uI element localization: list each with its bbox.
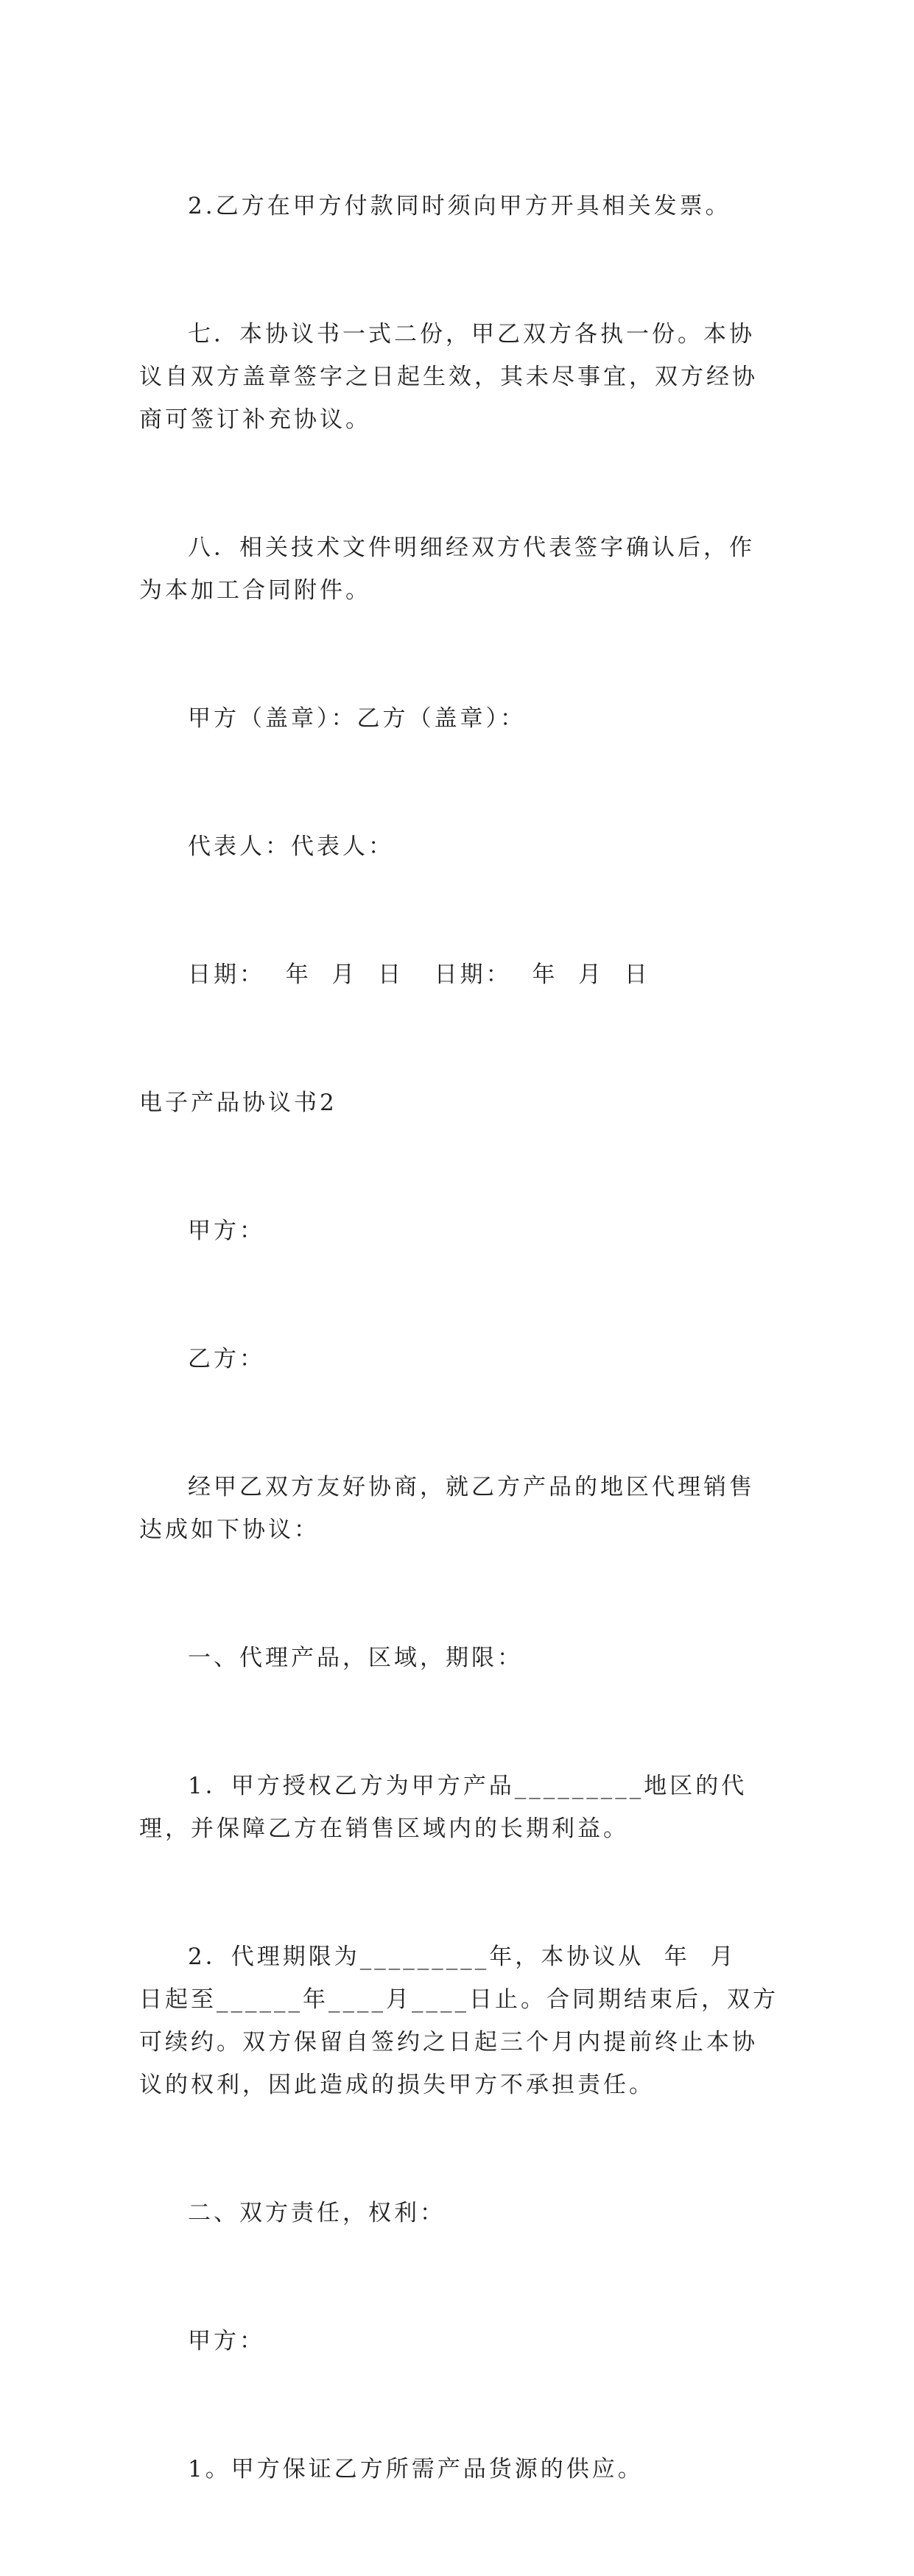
document-body bbox=[139, 99, 778, 2576]
signature-date-line: 日期： 年 月 日 日期： 年 月 日 bbox=[188, 961, 650, 988]
party-a-line: 甲方： bbox=[188, 1218, 265, 1244]
paragraph-clause-eight: 八．相关技术文件明细经双方代表签字确认后，作为本加工合同附件。 bbox=[139, 534, 755, 604]
paragraph-preamble: 经甲乙双方友好协商，就乙方产品的地区代理销售达成如下协议： bbox=[139, 1474, 755, 1543]
section-heading-one: 一、代理产品，区域，期限： bbox=[188, 1645, 523, 1671]
paragraph-invoice: 2.乙方在甲方付款同时须向甲方开具相关发票。 bbox=[188, 193, 731, 219]
paragraph-item-one: 1．甲方授权乙方为甲方产品_________地区的代理，并保障乙方在销售区域内的长期利益。 bbox=[139, 1773, 748, 1842]
document-heading: 电子产品协议书2 bbox=[139, 1090, 337, 1116]
paragraph-item-two: 2．代理期限为_________年，本协议从 年 月 日起至______年____月____日止。合同期结束后，双方可续约。双方保留自签约之日起三个月内提前终止本协议的权利，因此造成的损失甲方不承担责任。 bbox=[139, 1944, 778, 2098]
paragraph-duty-one: 1。甲方保证乙方所需产品货源的供应。 bbox=[188, 2456, 644, 2483]
party-a-duties-label: 甲方： bbox=[188, 2328, 265, 2354]
signature-representative-line: 代表人：代表人： bbox=[188, 833, 394, 860]
signature-seal-line: 甲方（盖章）：乙方（盖章）： bbox=[188, 705, 526, 732]
party-b-line: 乙方： bbox=[188, 1346, 265, 1372]
paragraph-clause-seven: 七．本协议书一式二份，甲乙双方各执一份。本协议自双方盖章签字之日起生效，其未尽事宜，双方经协商可签订补充协议。 bbox=[139, 321, 758, 433]
section-heading-two: 二、双方责任，权利： bbox=[188, 2200, 446, 2226]
